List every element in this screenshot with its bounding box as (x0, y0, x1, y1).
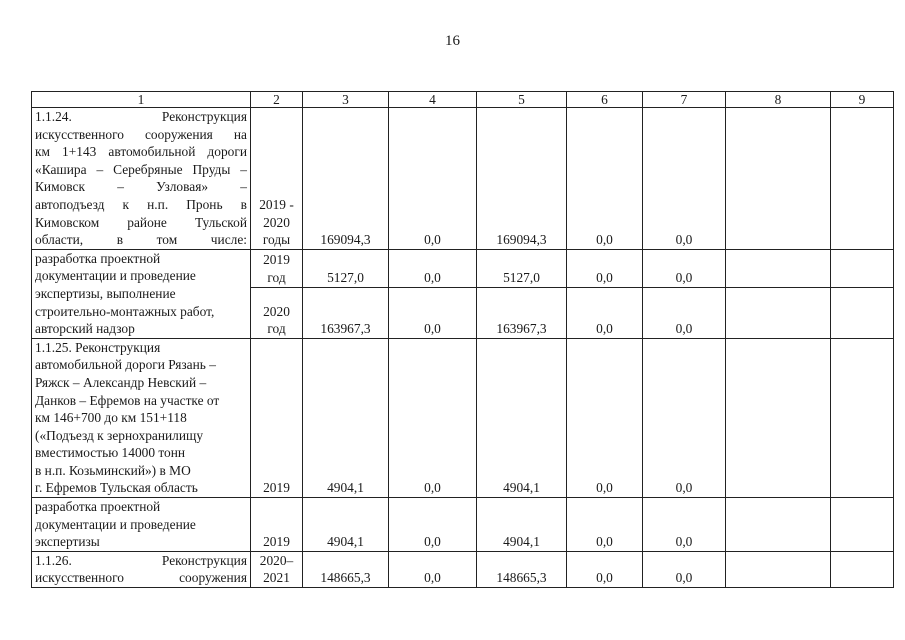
row-value-col4: 0,0 (389, 108, 477, 250)
row-value-col9 (831, 287, 894, 338)
row-value-col8 (726, 249, 831, 287)
row-value-col5: 148665,3 (477, 551, 567, 587)
page-number: 16 (445, 33, 460, 49)
row-period: 2019 (251, 338, 303, 497)
table-row (32, 338, 894, 497)
row-value-col7: 0,0 (643, 108, 726, 250)
row-value-col5: 163967,3 (477, 287, 567, 338)
row-period: 2020 год (251, 287, 303, 338)
row-value-col3: 163967,3 (303, 287, 389, 338)
column-header: 6 (567, 92, 643, 108)
row-value-col7: 0,0 (643, 287, 726, 338)
row-value-col7: 0,0 (643, 551, 726, 587)
row-period: 2019 год (251, 249, 303, 287)
column-header: 3 (303, 92, 389, 108)
row-value-col5: 4904,1 (477, 338, 567, 497)
row-value-col8 (726, 498, 831, 552)
row-description: разработка проектной документации и проведение экспертизы, выполнение строительно-монтажных работ, авторский надзор (32, 249, 251, 338)
row-value-col9 (831, 108, 894, 250)
row-value-col6: 0,0 (567, 338, 643, 497)
column-header: 1 (32, 92, 251, 108)
column-header: 5 (477, 92, 567, 108)
row-value-col7: 0,0 (643, 498, 726, 552)
row-value-col5: 169094,3 (477, 108, 567, 250)
table-row (32, 551, 894, 587)
row-description: 1.1.25. Реконструкция автомобильной дороги Рязань – Ряжск – Александр Невский – Данков – Ефремов на участке от км 146+700 до км 151+118 («Подъезд к зернохранилищу вместимостью 14000 тонн в н.п. Козьминский») в МО г. Ефремов Тульская область (32, 338, 251, 497)
row-value-col8 (726, 108, 831, 250)
row-value-col8 (726, 338, 831, 497)
row-value-col8 (726, 551, 831, 587)
row-value-col4: 0,0 (389, 287, 477, 338)
column-header: 9 (831, 92, 894, 108)
column-header: 8 (726, 92, 831, 108)
row-period: 2020– 2021 (251, 551, 303, 587)
row-value-col3: 148665,3 (303, 551, 389, 587)
row-description: 1.1.26. Реконструкция искусственного сооружения (32, 551, 251, 587)
row-value-col5: 4904,1 (477, 498, 567, 552)
column-header: 7 (643, 92, 726, 108)
row-value-col7: 0,0 (643, 249, 726, 287)
row-value-col3: 169094,3 (303, 108, 389, 250)
row-period: 2019 - 2020 годы (251, 108, 303, 250)
row-value-col6: 0,0 (567, 551, 643, 587)
budget-table (31, 91, 894, 588)
row-value-col3: 4904,1 (303, 338, 389, 497)
row-value-col5: 5127,0 (477, 249, 567, 287)
table-row (32, 249, 894, 287)
row-description: 1.1.24. Реконструкция искусственного сооружения на км 1+143 автомобильной дороги «Кашира – Серебряные Пруды – Кимовск – Узловая» – автоподъезд к н.п. Пронь в Кимовском районе Тульской области, в том числе: (32, 108, 251, 250)
row-value-col9 (831, 498, 894, 552)
row-value-col9 (831, 551, 894, 587)
row-description: разработка проектной документации и проведение экспертизы (32, 498, 251, 552)
table-row (32, 108, 894, 250)
row-value-col6: 0,0 (567, 498, 643, 552)
row-value-col3: 5127,0 (303, 249, 389, 287)
header-row (32, 92, 894, 108)
column-header: 4 (389, 92, 477, 108)
row-value-col8 (726, 287, 831, 338)
row-value-col6: 0,0 (567, 249, 643, 287)
row-value-col9 (831, 338, 894, 497)
row-value-col3: 4904,1 (303, 498, 389, 552)
row-value-col4: 0,0 (389, 249, 477, 287)
row-value-col4: 0,0 (389, 338, 477, 497)
row-value-col4: 0,0 (389, 551, 477, 587)
row-value-col7: 0,0 (643, 338, 726, 497)
row-value-col6: 0,0 (567, 287, 643, 338)
column-header: 2 (251, 92, 303, 108)
row-value-col9 (831, 249, 894, 287)
row-value-col4: 0,0 (389, 498, 477, 552)
row-value-col6: 0,0 (567, 108, 643, 250)
row-period: 2019 (251, 498, 303, 552)
table-row (32, 498, 894, 552)
